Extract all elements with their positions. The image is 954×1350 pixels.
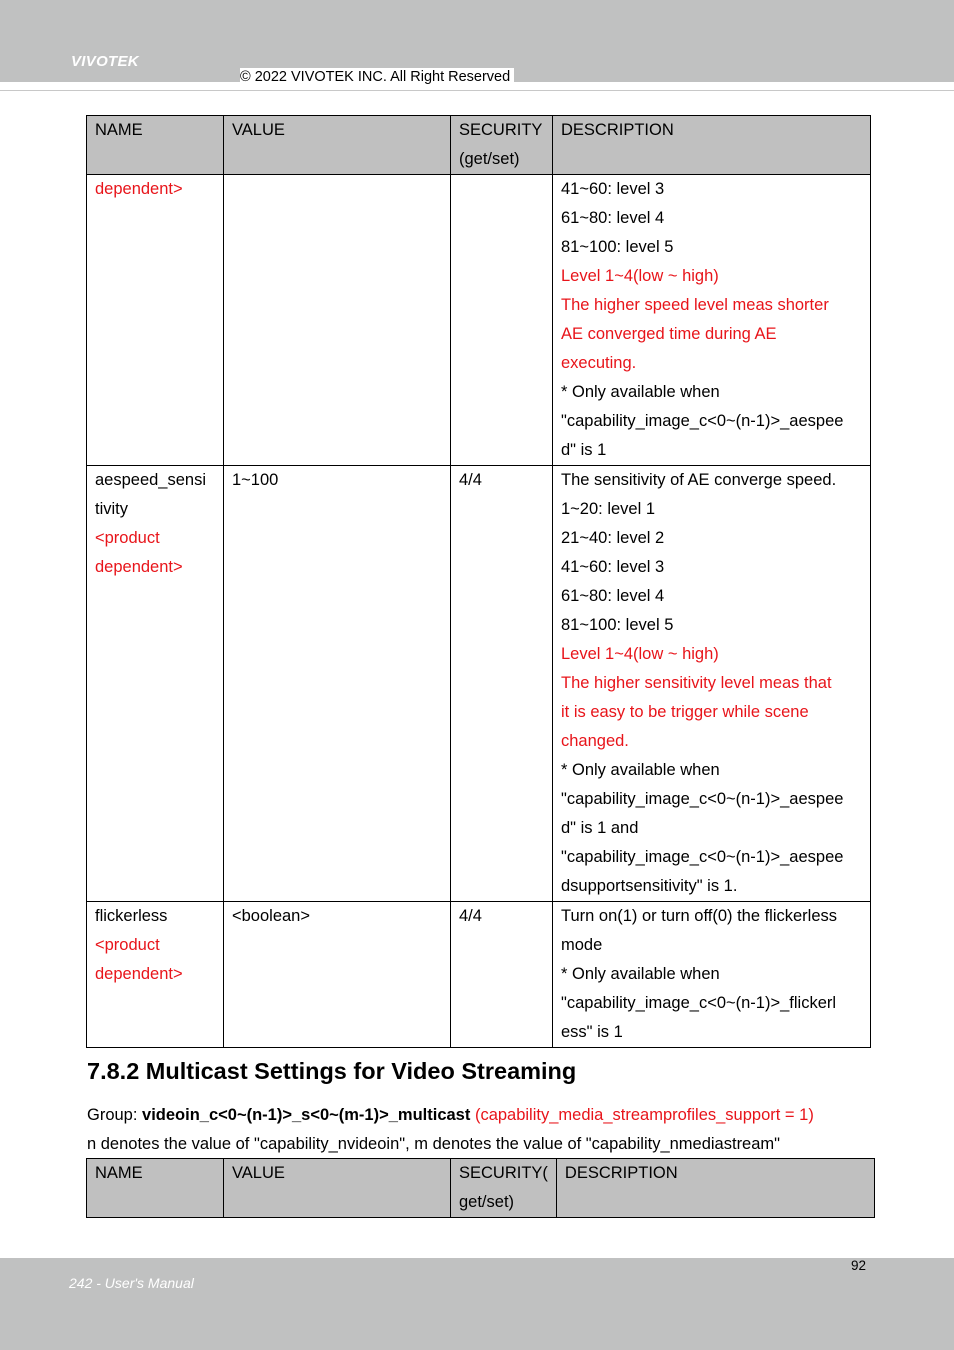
description-line: The higher sensitivity level meas that (561, 674, 832, 692)
description-line: d" is 1 and (561, 819, 639, 837)
description-line: executing. (561, 354, 637, 372)
column-header-name: NAME (87, 1159, 224, 1218)
group-label: Group: (87, 1106, 143, 1124)
description-line: Turn on(1) or turn off(0) the flickerless (561, 907, 838, 925)
table-row (87, 466, 871, 902)
column-header-value: VALUE (224, 116, 451, 175)
description-line: 61~80: level 4 (561, 587, 665, 605)
table-row (87, 902, 871, 1048)
description-line: ess" is 1 (561, 1023, 623, 1041)
section-title: 7.8.2 Multicast Settings for Video Streaming (87, 1058, 577, 1084)
description-line: "capability_image_c<0~(n-1)>_aespee (561, 848, 844, 866)
table-header-row (87, 1159, 875, 1218)
column-header-security: SECURITY( get/set) (451, 1159, 557, 1218)
description-line: The higher speed level meas shorter (561, 296, 829, 314)
group-line (87, 1101, 814, 1129)
description-line: 81~100: level 5 (561, 238, 674, 256)
cell-description (553, 175, 871, 466)
description-line: dsupportsensitivity" is 1. (561, 877, 738, 895)
cell-value: 1~100 (224, 466, 451, 902)
column-header-security: SECURITY (get/set) (451, 116, 553, 175)
description-line: * Only available when (561, 761, 720, 779)
cell-name: dependent> (87, 175, 224, 466)
column-header-name: NAME (87, 116, 224, 175)
page-number: 92 (851, 1258, 867, 1273)
table-header-row (87, 116, 871, 175)
description-line: "capability_image_c<0~(n-1)>_flickerl (561, 994, 837, 1012)
cell-value (224, 175, 451, 466)
footer-band (0, 1258, 954, 1350)
brand-logo: VIVOTEK (71, 53, 139, 70)
group-condition: (capability_media_streamprofiles_support = 1) (470, 1106, 814, 1124)
group-name: videoin_c<0~(n-1)>_s<0~(m-1)>_multicast (142, 1106, 471, 1124)
cell-description (553, 466, 871, 902)
description-line: AE converged time during AE (561, 325, 777, 343)
column-header-description: DESCRIPTION (553, 116, 871, 175)
index-note: n denotes the value of "capability_nvideoin", m denotes the value of "capability_nmediastream" (87, 1135, 781, 1153)
column-header-description: DESCRIPTION (556, 1159, 874, 1218)
footer-manual-label: 242 - User's Manual (69, 1275, 194, 1291)
header-divider (0, 90, 954, 91)
description-line: Level 1~4(low ~ high) (561, 645, 719, 663)
description-line: it is easy to be trigger while scene (561, 703, 809, 721)
cell-name: flickerless <product dependent> (87, 902, 224, 1048)
parameter-table (86, 115, 871, 1048)
description-line: 61~80: level 4 (561, 209, 665, 227)
cell-security: 4/4 (451, 466, 553, 902)
description-line: "capability_image_c<0~(n-1)>_aespee (561, 790, 844, 808)
description-line: "capability_image_c<0~(n-1)>_aespee (561, 412, 844, 430)
cell-description (553, 902, 871, 1048)
description-line: mode (561, 936, 603, 954)
cell-name: aespeed_sensi tivity <product dependent> (87, 466, 224, 902)
description-line: The sensitivity of AE converge speed. (561, 471, 837, 489)
multicast-table (86, 1158, 875, 1218)
cell-security: 4/4 (451, 902, 553, 1048)
column-header-value: VALUE (224, 1159, 451, 1218)
description-line: 1~20: level 1 (561, 500, 656, 518)
description-line: changed. (561, 732, 629, 750)
description-line: * Only available when (561, 383, 720, 401)
cell-security (451, 175, 553, 466)
description-line: 41~60: level 3 (561, 180, 665, 198)
description-line: Level 1~4(low ~ high) (561, 267, 719, 285)
description-line: 41~60: level 3 (561, 558, 665, 576)
description-line: 21~40: level 2 (561, 529, 665, 547)
cell-value: <boolean> (224, 902, 451, 1048)
description-line: * Only available when (561, 965, 720, 983)
description-line: 81~100: level 5 (561, 616, 674, 634)
copyright-notice: © 2022 VIVOTEK INC. All Right Reserved (240, 68, 514, 86)
description-line: d" is 1 (561, 441, 607, 459)
table-row (87, 175, 871, 466)
